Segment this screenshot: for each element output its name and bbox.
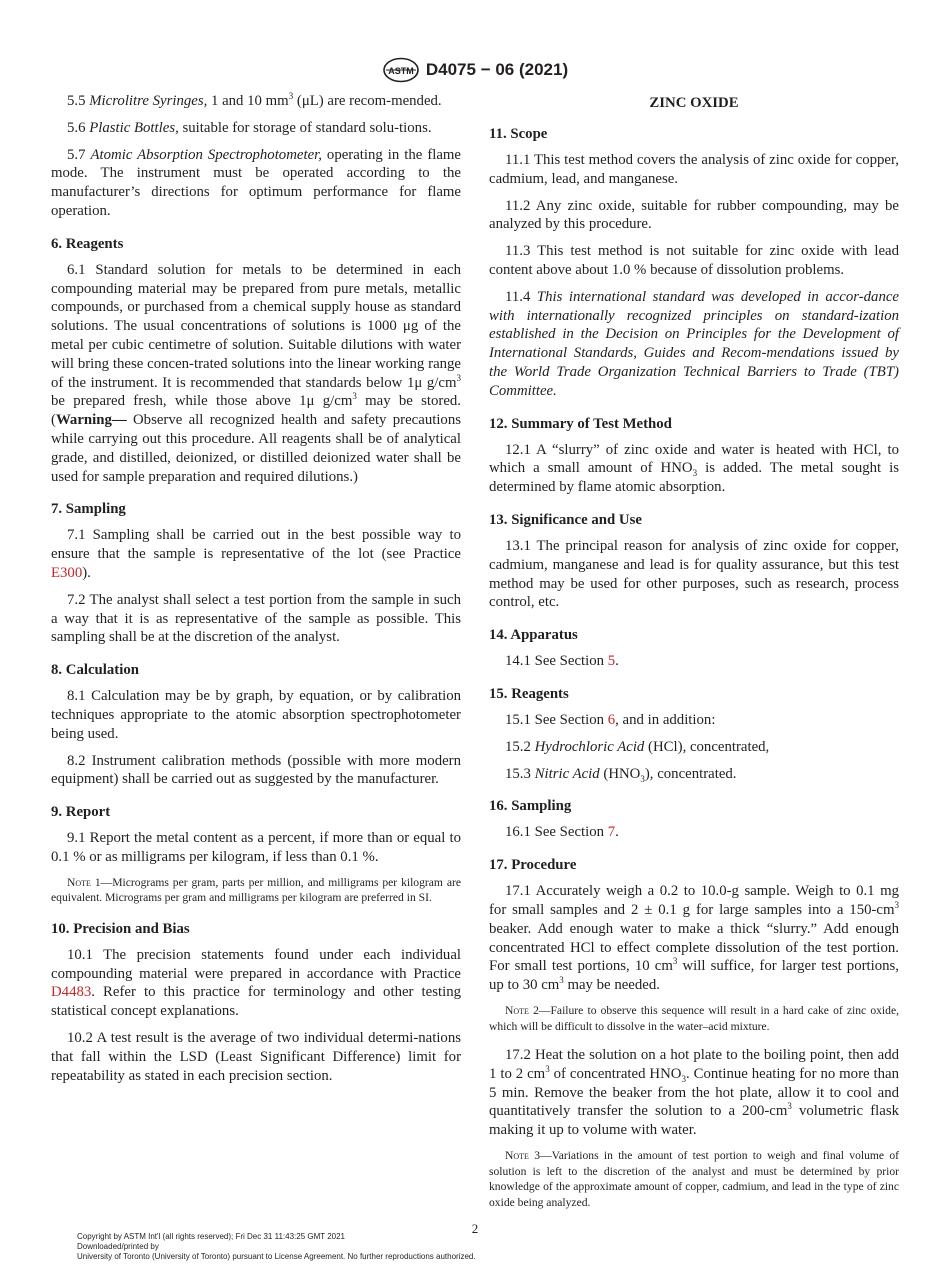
- section-13-heading: 13. Significance and Use: [489, 511, 642, 528]
- note-2: Note 2—Failure to observe this sequence will result in a hard cake of zinc oxide, which will be difficult to dissolve in the water–acid mixture.: [489, 1003, 899, 1033]
- para-8-1: 8.1 Calculation may be by graph, by equation, or by calibration techniques appropriate to the atomic absorption spectrophotometer being used.: [51, 688, 461, 742]
- para-15-1: 15.1 See Section 6, and in addition:: [505, 711, 716, 728]
- section-10-heading: 10. Precision and Bias: [51, 920, 190, 937]
- link-d4483[interactable]: D4483: [51, 984, 92, 1001]
- para-6-1: 6.1 Standard solution for metals to be determined in each compounding material may be prepared from pure metals, metallic compounds, or purchased from a chemical supply house as standard solutions. The usual concentrations of solutions is 1000 μg of the metal per cubic centimetre of solution. Suitable dilutions with water will bring these concen-trated solutions into the linear working range of the instrument. It is recommended that standards below 1μ $g/cm^3$ be prepared fresh, while those above 1μ $g/cm^3$ may be stored. (Warning— Observe all recognized health and safety precautions while carrying out this procedure. All reagents shall be of analytical grade, and distilled, deionized, or distilled deionized water shall be used for sample preparation and required dilutions.): [51, 261, 461, 485]
- section-7-heading: 7. Sampling: [51, 501, 126, 518]
- link-section-5[interactable]: 5: [607, 653, 616, 670]
- para-11-4: 11.4 This international standard was developed in accor-dance with internationally recognized principles on standard-ization established in the Decision on Principles for the Development of International Standards, Guides and Recom-mendations issued by the World Trade Organization Technical Barriers to Trade (TBT) Committee.: [489, 288, 899, 399]
- section-14-heading: 14. Apparatus: [489, 627, 578, 644]
- footer-line-2: Downloaded/printed by: [77, 1242, 159, 1251]
- section-15-heading: 15. Reagents: [489, 685, 569, 702]
- para-17-2: 17.2 Heat the solution on a hot plate to the boiling point, then add 1 to 2 $cm^3$ of concentrated $HNO_3$. Continue heating for no more than 5 min. Remove the beaker from the hot plate, allow it to cool and quantitatively transfer the solution to a $200-cm^3$ volumetric flask making it up to volume with water.: [489, 1047, 900, 1139]
- section-9-heading: 9. Report: [51, 804, 111, 821]
- para-7-1: 7.1 Sampling shall be carried out in the best possible way to ensure that the sample is representative of the lot (see Practice E300).: [51, 527, 461, 581]
- para-10-1: 10.1 The precision statements found under each individual compounding material were prepared in accordance with Practice D4483. Refer to this practice for terminology and other testing statistical concept explanations.: [51, 946, 461, 1020]
- para-7-2: 7.2 The analyst shall select a test portion from the sample in such a way that it is as representative of the sample as possible. This sampling shall be at the discretion of the analyst.: [51, 591, 461, 646]
- note-3: Note 3—Variations in the amount of test portion to weigh and final volume of solution is left to the discretion of the analyst and must be determined by prior knowledge of the approximate amount of copper, cadmium, and lead in the type of zinc oxide being analyzed.: [489, 1149, 899, 1209]
- para-10-2: 10.2 A test result is the average of two individual determi-nations that fall within the LSD (Least Significant Difference) limit for repeatability as stated in each precision section.: [51, 1030, 461, 1084]
- svg-text:ASTM: ASTM: [388, 66, 414, 76]
- para-12-1: 12.1 A “slurry” of zinc oxide and water is heated with HCl, to which a small amount of $HNO_3$ is added. The metal sought is determined by flame atomic absorption.: [489, 441, 899, 496]
- astm-logo-icon: [382, 57, 420, 83]
- para-14-1: 14.1 See Section 5.: [505, 653, 619, 670]
- para-8-2: 8.2 Instrument calibration methods (possible with more modern equipment) shall be carried out as suggested by the manufacturer.: [51, 752, 461, 788]
- link-section-7[interactable]: 7: [607, 824, 616, 841]
- para-9-1: 9.1 Report the metal content as a percent, if more than or equal to 0.1 % or as milligrams per kilogram, if less than 0.1 %.: [51, 830, 461, 865]
- section-12-heading: 12. Summary of Test Method: [489, 415, 672, 432]
- right-column: [489, 92, 899, 1222]
- para-5-5: 5.5 Microlitre Syringes, 1 and 10 $mm^3$ (μL) are recom-mended.: [67, 91, 442, 109]
- para-11-2: 11.2 Any zinc oxide, suitable for rubber compounding, may be analyzed by this procedure.: [489, 197, 899, 233]
- section-17-heading: 17. Procedure: [489, 857, 577, 874]
- footer-line-3: University of Toronto (University of Toronto) pursuant to License Agreement. No further reproductions authorized.: [77, 1252, 476, 1261]
- section-6-heading: 6. Reagents: [51, 235, 124, 252]
- para-11-1: 11.1 This test method covers the analysis of zinc oxide for copper, cadmium, lead, and manganese.: [489, 152, 899, 187]
- note-1: Note 1—Micrograms per gram, parts per million, and milligrams per kilogram are equivalent. Micrograms per gram and milligrams per kilogram are preferred in SI.: [51, 875, 461, 905]
- document-designation: D4075 − 06 (2021): [425, 60, 569, 79]
- section-11-heading: 11. Scope: [489, 126, 548, 142]
- left-column: [51, 92, 461, 1093]
- para-16-1: 16.1 See Section 7.: [505, 824, 619, 841]
- section-16-heading: 16. Sampling: [489, 798, 572, 815]
- page-number: 2: [471, 1221, 479, 1236]
- link-section-6[interactable]: 6: [607, 711, 616, 728]
- para-13-1: 13.1 The principal reason for analysis of zinc oxide for copper, cadmium, manganese and lead is for quality assurance, but this test method may be used for other purposes, such as research, process control, etc.: [489, 537, 899, 611]
- para-5-6: 5.6 Plastic Bottles, suitable for storage of standard solu-tions.: [67, 119, 432, 136]
- para-17-1: 17.1 Accurately weigh a 0.2 to 10.0-g sample. Weigh to 0.1 mg for small samples and 2 ± 0.1 g for large samples into a $150-cm^3$ beaker. Add enough water to make a thick “slurry.” Add enough concentrated HCl to effect complete dissolution of the test portion. For small test portions, 10 $cm^3$ will suffice, for larger test portions, up to 30 $cm^3$ may be needed.: [489, 883, 900, 994]
- para-5-7: 5.7 Atomic Absorption Spectrophotometer, operating in the flame mode. The instrument must be operated according to the manufacturer’s directions for optimum performance for flame operation.: [51, 146, 461, 219]
- footer-line-1: Copyright by ASTM Int'l (all rights reserved); Fri Dec 31 11:43:25 GMT 2021: [77, 1232, 346, 1241]
- page-header: [0, 56, 950, 84]
- para-15-2: 15.2 Hydrochloric Acid (HCl), concentrated,: [505, 738, 770, 755]
- para-11-3: 11.3 This test method is not suitable for zinc oxide with lead content above about 1.0 % because of dissolution problems.: [489, 243, 899, 278]
- section-8-heading: 8. Calculation: [51, 662, 139, 679]
- link-e300[interactable]: E300: [51, 564, 83, 581]
- zinc-oxide-title: ZINC OXIDE: [649, 95, 739, 111]
- para-15-3: 15.3 Nitric Acid $(HNO_3)$, concentrated.: [505, 765, 737, 784]
- copyright-footer: [77, 1232, 476, 1262]
